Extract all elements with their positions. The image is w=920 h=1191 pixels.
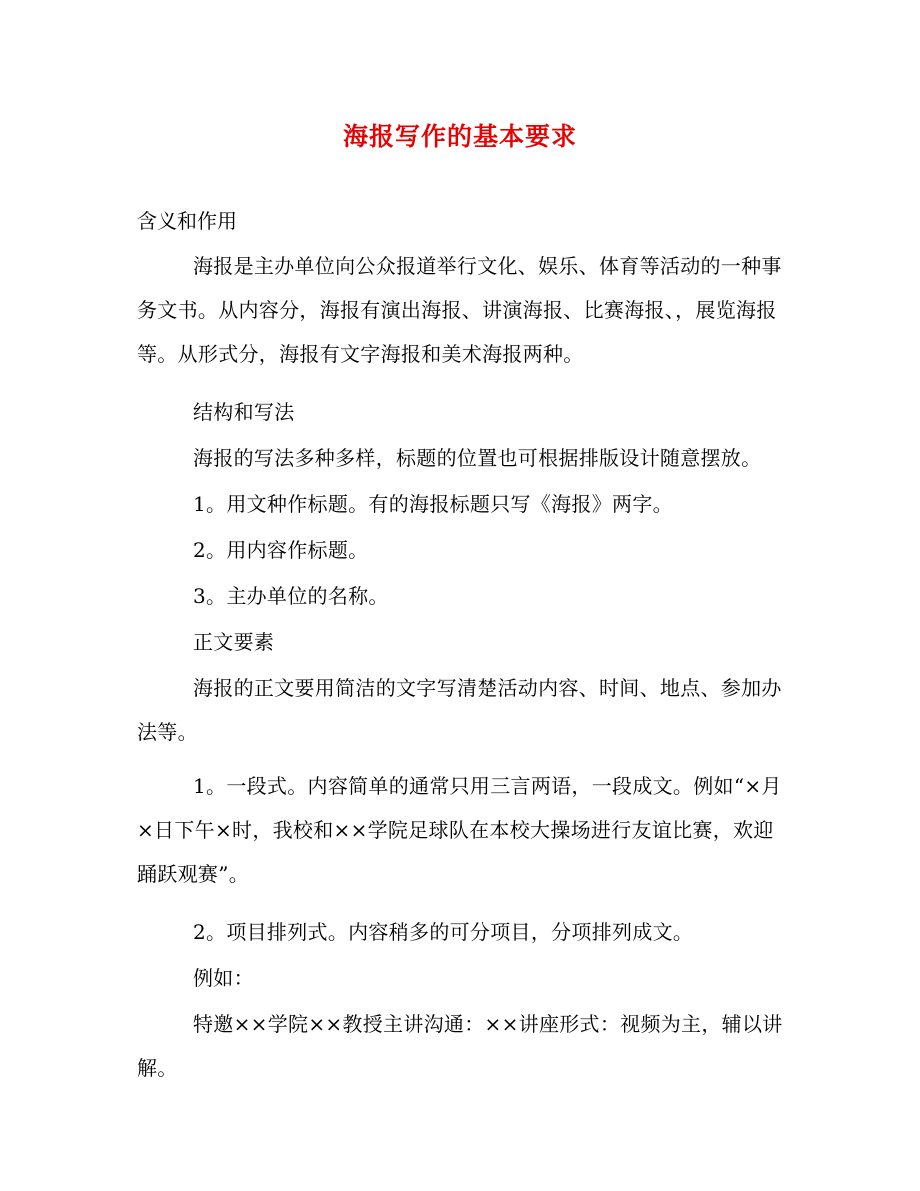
section-heading-body-elements: 正文要素 bbox=[193, 630, 275, 654]
paragraph-example-content: 特邀××学院××教授主讲沟通：××讲座形式：视频为主，辅以讲解。 bbox=[137, 1012, 783, 1080]
paragraph-body-requirements: 海报的正文要用简洁的文字写清楚活动内容、时间、地点、参加办法等。 bbox=[137, 676, 782, 744]
list-item-title-content: 2。用内容作标题。 bbox=[193, 538, 369, 562]
list-item-itemized: 2。项目排列式。内容稍多的可分项目，分项排列成文。 bbox=[193, 920, 694, 944]
paragraph-writing-methods: 海报的写法多种多样，标题的位置也可根据排版设计随意摆放。 bbox=[193, 446, 762, 470]
paragraph-example-label: 例如： bbox=[193, 966, 254, 990]
paragraph-definition: 海报是主办单位向公众报道举行文化、娱乐、体育等活动的一种事务文书。从内容分，海报有演出海报、讲演海报、比赛海报、，展览海报等。从形式分，海报有文字海报和美术海报两种。 bbox=[137, 254, 782, 366]
list-item-title-type: 1。用文种作标题。有的海报标题只写《海报》两字。 bbox=[193, 492, 673, 516]
section-heading-structure: 结构和写法 bbox=[193, 400, 295, 424]
section-heading-meaning: 含义和作用 bbox=[137, 209, 237, 233]
list-item-single-paragraph: 1。一段式。内容简单的通常只用三言两语，一段成文。例如“×月×日下午×时，我校和××学院足球队在本校大操场进行友谊比赛，欢迎踊跃观赛”。 bbox=[137, 774, 782, 886]
list-item-organizer: 3。主办单位的名称。 bbox=[193, 584, 389, 608]
document-title: 海报写作的基本要求 bbox=[342, 122, 577, 151]
